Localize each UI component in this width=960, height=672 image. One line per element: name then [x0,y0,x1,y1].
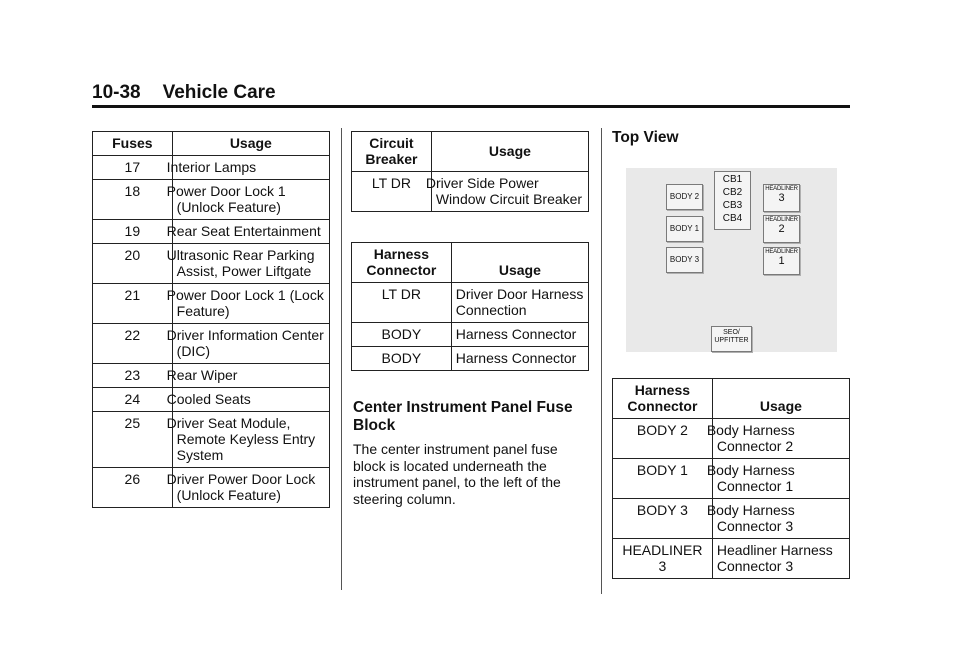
fuses-table [92,131,330,508]
circuit-breaker-table [351,131,589,212]
section-title: Vehicle Care [162,82,276,103]
col-header-usage: Usage [172,132,329,156]
fuse-number: 21 [93,284,173,324]
circuit-breaker-block [714,171,751,230]
circuit-breaker-label: CB1 [722,174,743,185]
headliner-number: 3 [778,192,785,204]
headliner-2-connector [763,215,800,243]
table-row [352,283,589,323]
page-header [92,82,276,104]
harness-connector-table-right [612,378,850,579]
body-3-connector: BODY 3 [666,247,703,273]
connector-usage: Body Harness Connector 1 [712,459,849,499]
fuse-usage: Driver Seat Module, Remote Keyless Entry System [172,412,329,468]
breaker-usage: Driver Side Power Window Circuit Breaker [431,172,588,212]
fuse-usage: Rear Seat Entertainment [172,220,329,244]
table-header-row [352,243,589,283]
table-row [93,388,330,412]
table-row [93,364,330,388]
table-row [613,499,850,539]
fuse-number: 19 [93,220,173,244]
fuse-usage: Driver Power Door Lock (Unlock Feature) [172,468,329,508]
column-divider-right [601,128,602,594]
column-divider-left [341,128,342,590]
center-panel-description: The center instrument panel fuse block is located underneath the instrument panel, to the left of the steering column. [353,441,561,507]
connector-usage: Headliner Harness Connector 3 [712,539,849,579]
fuse-number: 23 [93,364,173,388]
connector-usage: Body Harness Connector 3 [712,499,849,539]
fuse-number: 20 [93,244,173,284]
table-header-row [93,132,330,156]
table-row [93,468,330,508]
fuse-usage: Power Door Lock 1 (Lock Feature) [172,284,329,324]
headliner-label: HEADLINER [765,217,798,223]
headliner-label: HEADLINER [765,249,798,255]
table-row [352,347,589,371]
headliner-label: HEADLINER [765,186,798,192]
connector-id: BODY 1 [613,459,713,499]
table-row [613,459,850,499]
table-header-row [613,379,850,419]
fuse-number: 25 [93,412,173,468]
col-header-usage: Usage [712,379,849,419]
connector-id: BODY 2 [613,419,713,459]
table-row [93,220,330,244]
connector-usage: Harness Connector [451,347,588,371]
connector-id: HEADLINER 3 [613,539,713,579]
body-1-connector: BODY 1 [666,216,703,242]
fuse-usage: Interior Lamps [172,156,329,180]
table-row [352,172,589,212]
table-row [93,284,330,324]
body-2-connector: BODY 2 [666,184,703,210]
table-row [93,244,330,284]
table-row [93,156,330,180]
connector-usage: Driver Door Harness Connection [451,283,588,323]
circuit-breaker-label: CB2 [722,187,743,198]
connector-usage: Body Harness Connector 2 [712,419,849,459]
circuit-breaker-label: CB4 [722,213,743,224]
harness-connector-table-mid [351,242,589,371]
fuse-usage: Power Door Lock 1 (Unlock Feature) [172,180,329,220]
table-row [613,539,850,579]
table-row [352,323,589,347]
connector-id: LT DR [352,283,452,323]
connector-id: BODY [352,347,452,371]
fuse-usage: Ultrasonic Rear Parking Assist, Power Liftgate [172,244,329,284]
center-panel-heading: Center Instrument Panel Fuse Block [353,399,573,434]
fuse-number: 24 [93,388,173,412]
table-row [93,412,330,468]
col-header-usage: Usage [451,243,588,283]
connector-id: BODY 3 [613,499,713,539]
circuit-breaker-label: CB3 [722,200,743,211]
headliner-number: 2 [778,223,785,235]
header-rule [92,105,850,108]
connector-id: BODY [352,323,452,347]
headliner-3-connector [763,184,800,212]
col-header-harness-connector: Harness Connector [352,243,452,283]
table-row [93,180,330,220]
fuse-usage: Rear Wiper [172,364,329,388]
headliner-1-connector [763,247,800,275]
breaker-id: LT DR [352,172,432,212]
col-header-circuit-breaker: Circuit Breaker [352,132,432,172]
fuse-usage: Driver Information Center (DIC) [172,324,329,364]
fuse-number: 22 [93,324,173,364]
connector-usage: Harness Connector [451,323,588,347]
table-header-row [352,132,589,172]
col-header-usage: Usage [431,132,588,172]
top-view-heading: Top View [612,129,679,146]
table-row [613,419,850,459]
page-number: 10-38 [92,82,141,103]
col-header-harness-connector: Harness Connector [613,379,713,419]
fuse-usage: Cooled Seats [172,388,329,412]
fuse-number: 17 [93,156,173,180]
fuse-number: 18 [93,180,173,220]
col-header-fuses: Fuses [93,132,173,156]
fuse-number: 26 [93,468,173,508]
seo-upfitter-connector: SEO/ UPFITTER [711,326,752,352]
headliner-number: 1 [778,255,785,267]
table-row [93,324,330,364]
